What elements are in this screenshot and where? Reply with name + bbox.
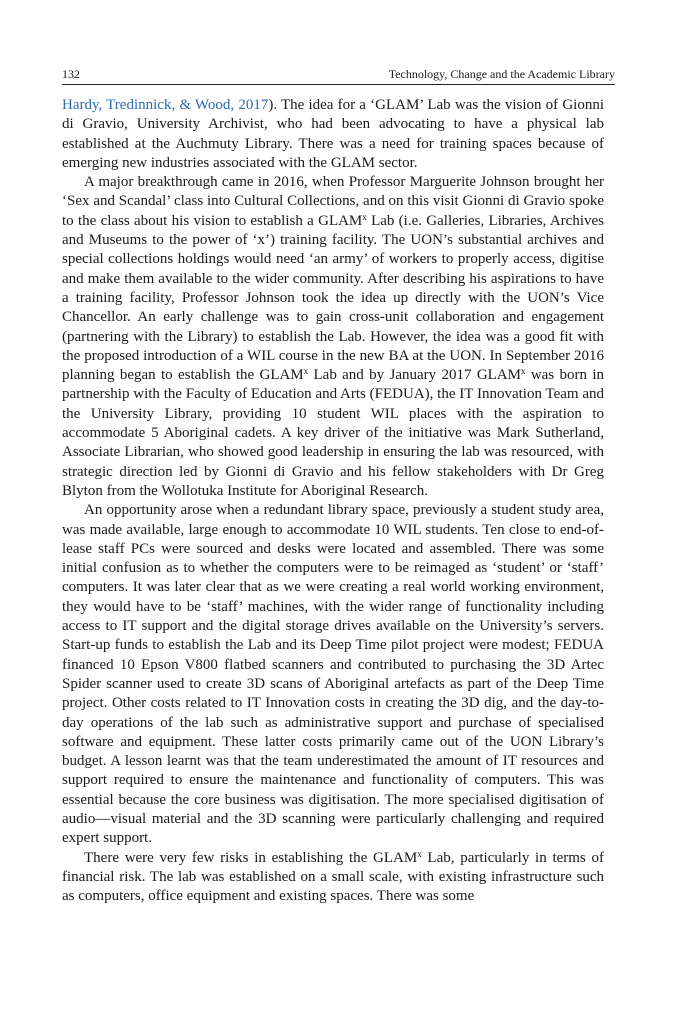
paragraph-2-text-d: was born in partnership with the Faculty of Education and Arts (FEDUA), the IT Innovation Team and the University Library, providing 10 student WIL places with the aspiration to accommodate 5 Aboriginal cadets. A key driver of the initiative was Mark Sutherland, Associate Librarian, who showed good leadership in ensuring the lab was resourced, with strategic direction led by Gionni di Gravio and his fellow stakeholders with Dr Greg Blyton from the Wollotuka Institute for Aboriginal Research. [62,367,604,499]
paragraph-1-text: ). The idea for a ‘GLAM’ Lab was the vision of Gionni di Gravio, University Archivist, who had been advocating to have a physical lab established at the Auchmuty Library. There was a need for training spaces because of emerging new industries associated with the GLAM sector. [62,97,605,171]
paragraph-4-text-a: There were very few risks in establishing the [84,849,374,866]
glam-term: GLAM [476,367,521,384]
glam-term: GLAM [318,212,363,229]
paragraph-2-text-c: Lab and by January 2017 [308,367,477,384]
body-text [62,96,604,906]
paragraph-4-text-b: Lab, particularly in terms of financial risk. The lab was established on a small scale, with existing infrastructure such as computers, office equipment and existing spaces. There was some [62,849,604,905]
running-title: Technology, Change and the Academic Library [388,67,615,81]
glam-superscript: x [417,848,422,859]
paragraph-2-text-a: A major breakthrough came in 2016, when Professor Marguerite Johnson brought her ‘Sex and Scandal’ class into Cultural Collections, and on this visit Gionni di Gravio spoke to the class about his vision to establish a [62,174,604,229]
paragraph-1 [62,96,604,173]
glam-superscript: x [362,211,367,222]
glam-term: GLAM [373,849,418,866]
paragraph-4 [62,849,604,907]
glam-superscript: x [303,366,309,377]
paragraph-3: An opportunity arose when a redundant library space, previously a student study area, was made available, large enough to accommodate 10 WIL students. Ten close to end-of-lease staff PCs were sourced and desks were located and assembled. There was some initial confusion as to whether the computers were to be reimaged as ‘student’ or ‘staff’ computers. It was later clear that as we were creating a real world working environment, they would have to be ‘staff’ machines, with the wider range of functionality including access to IT support and the digital storage drives available on the University’s servers. Start-up funds to establish the Lab and its Deep Time pilot project were modest; FEDUA financed 10 Epson V800 flatbed scanners and contributed to purchasing the 3D Artec Spider scanner used to create 3D scans of Aboriginal artefacts as part of the Deep Time project. Other costs related to IT Innovation costs in creating the 3D dig, and the day-to-day operations of the lab such as administrative support and purchase of specialised software and equipment. These latter costs primarily came out of the UON Library’s budget. A lesson learnt was that the team underestimated the amount of IT resources and support required to ensure the maintenance and functionality of computers. This was essential because the core business was digitisation. The more specialised digitisation of audio—visual material and the 3D scanning were particularly challenging and required expert support. [62,502,604,847]
paragraph-2 [62,173,604,501]
citation-link[interactable]: Hardy, Tredinnick, & Wood, 2017 [62,97,269,113]
running-header [62,64,615,84]
paragraph-2-text-b: Lab (i.e. Galleries, Libraries, Archives and Museums to the power of ‘x’) training facility. The UON’s substantial archives and special collections holdings would need ‘an army’ of workers to properly access, digitise and make them available to the wider community. After describing his aspirations to have a training facility, Professor Johnson took the idea up directly with the UON’s Vice Chancellor. An early challenge was to gain cross-unit collaboration and engagement (partnering with the Library) to establish the Lab. However, the idea was a good fit with the proposed introduction of a WIL course in the new BA at the UON. In September 2016 planning began to establish the [62,212,604,384]
header-rule [62,84,615,85]
glam-superscript: x [520,366,526,377]
page-number: 132 [62,67,80,81]
glam-term: GLAM [259,367,304,384]
